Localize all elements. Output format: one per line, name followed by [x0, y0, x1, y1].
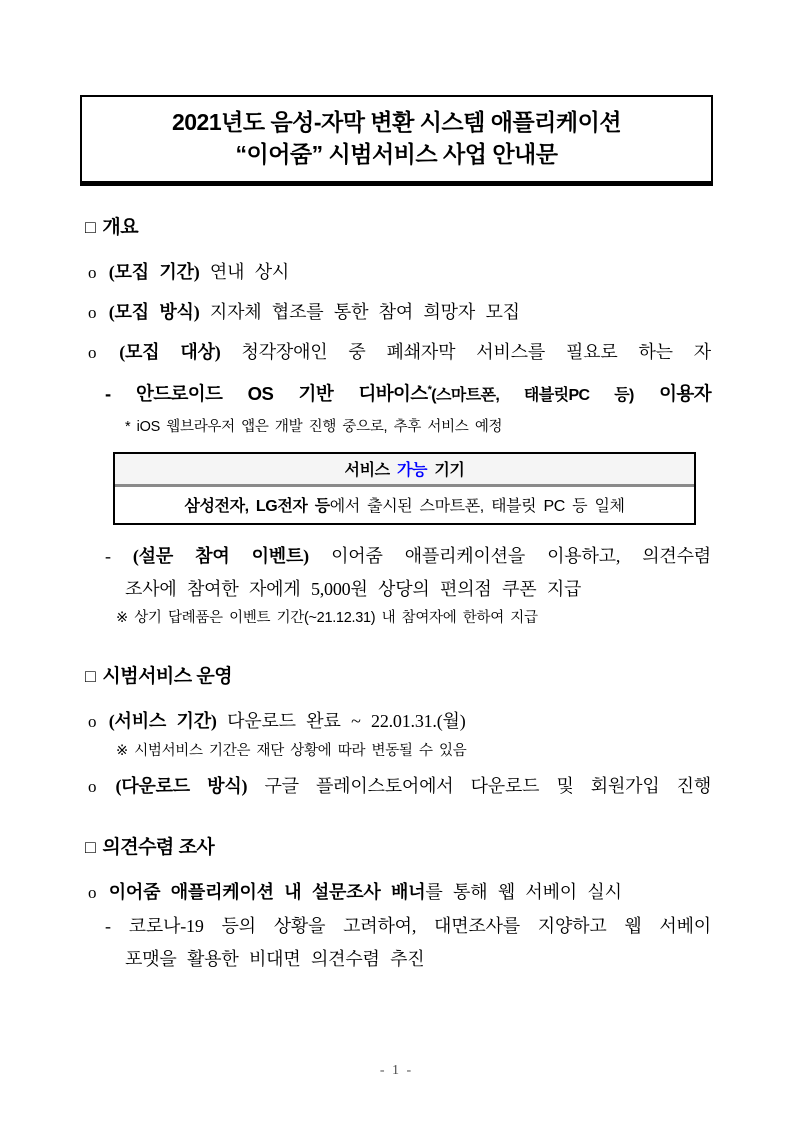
survey-sub-line1-text: 코로나-19 등의 상황을 고려하여, 대면조사를 지양하고 웹 서베이: [128, 916, 711, 937]
device-table-header-post: 기기: [434, 462, 465, 480]
dash-bullet-icon: -: [105, 546, 111, 567]
circle-bullet-icon: o: [88, 712, 97, 732]
device-table-body-bold: 삼성전자, LG전자 등: [184, 498, 330, 516]
event-label: (설문 참여 이벤트): [132, 546, 309, 567]
pilot-download: [88, 775, 711, 798]
survey-sub-line-2: 포맷을 활용한 비대면 의견수렴 추진: [125, 949, 425, 970]
pilot-service-period-label: (서비스 기간): [108, 711, 217, 732]
circle-bullet-icon: o: [88, 263, 97, 282]
android-device-bold: 안드로이드 OS 기반 디바이스: [135, 383, 428, 405]
device-table-body-rest: 에서 출시된 스마트폰, 태블릿 PC 등 일체: [329, 498, 625, 516]
android-device-paren: (스마트폰, 태블릿PC 등): [431, 387, 634, 405]
survey-sub-line-1: [105, 915, 711, 937]
event-note: ※ 상기 답례품은 이벤트 기간(~21.12.31) 내 참여자에 한하여 지급: [116, 610, 538, 627]
circle-bullet-icon: o: [88, 777, 97, 797]
pilot-download-label: (다운로드 방식): [115, 776, 248, 797]
overview-item-period-label: (모집 기간): [108, 262, 200, 282]
device-table-header-highlight: 가능: [396, 462, 428, 480]
section-heading-overview: [85, 212, 713, 239]
android-device-tail: 이용자: [659, 383, 711, 405]
document-title-box: [80, 95, 713, 186]
event-line-2: 조사에 참여한 자에게 5,000원 상당의 편의점 쿠폰 지급: [125, 579, 582, 600]
document-title-line2: “이어줌” 시범서비스 사업 안내문: [235, 141, 558, 167]
overview-item-method: [88, 301, 713, 324]
survey-banner-bold: 이어줌 애플리케이션 내 설문조사 배너: [108, 882, 426, 903]
overview-item-period-text: 연내 상시: [209, 262, 290, 282]
pilot-service-period-text: 다운로드 완료 ~ 22.01.31.(월): [227, 711, 466, 732]
overview-item-target-text: 청각장애인 중 폐쇄자막 서비스를 필요로 하는 자: [241, 342, 711, 362]
section-heading-pilot-label: 시범서비스 운영: [102, 666, 233, 688]
pilot-service-period: [88, 710, 713, 733]
overview-item-method-label: (모집 방식): [108, 302, 200, 322]
overview-item-target-label: (모집 대상): [119, 342, 221, 362]
device-support-table: [113, 452, 696, 525]
square-bullet-icon: □: [85, 837, 96, 858]
circle-bullet-icon: o: [88, 883, 97, 903]
device-table-header-pre: 서비스: [344, 462, 390, 480]
survey-banner-line: [88, 881, 713, 904]
square-bullet-icon: □: [85, 666, 96, 687]
overview-item-method-text: 지자체 협조를 통한 참여 희망자 모집: [209, 302, 520, 322]
event-line-1: [105, 545, 711, 567]
device-table-body: [115, 487, 694, 523]
ios-footnote: * iOS 웹브라우저 앱은 개발 진행 중으로, 추후 서비스 예정: [125, 419, 503, 436]
circle-bullet-icon: o: [88, 343, 97, 362]
section-heading-survey-label: 의견수렴 조사: [102, 837, 215, 859]
overview-item-target: [88, 341, 711, 364]
pilot-service-period-note: ※ 시범서비스 기간은 재단 상황에 따라 변동될 수 있음: [116, 743, 467, 760]
document-title-line1: 2021년도 음성-자막 변환 시스템 애플리케이션: [171, 109, 622, 135]
overview-item-period: [88, 261, 713, 284]
page-number: - 1 -: [379, 1063, 414, 1078]
section-heading-survey: [85, 832, 713, 859]
section-heading-overview-label: 개요: [102, 217, 139, 238]
circle-bullet-icon: o: [88, 303, 97, 322]
survey-banner-rest: 를 통해 웹 서베이 실시: [425, 882, 622, 903]
section-heading-pilot: [85, 661, 713, 688]
pilot-download-text: 구글 플레이스토어에서 다운로드 및 회원가입 진행: [264, 776, 712, 797]
survey-banner-text: [109, 882, 622, 902]
square-bullet-icon: □: [85, 217, 96, 237]
dash-bullet-icon: -: [105, 916, 111, 937]
android-device-line: [105, 379, 711, 407]
device-table-header: [115, 454, 694, 487]
footnote-asterisk-marker: *: [427, 384, 432, 396]
event-line1-text: 이어줌 애플리케이션을 이용하고, 의견수렴: [331, 546, 712, 567]
dash-bullet-icon: -: [105, 383, 111, 405]
